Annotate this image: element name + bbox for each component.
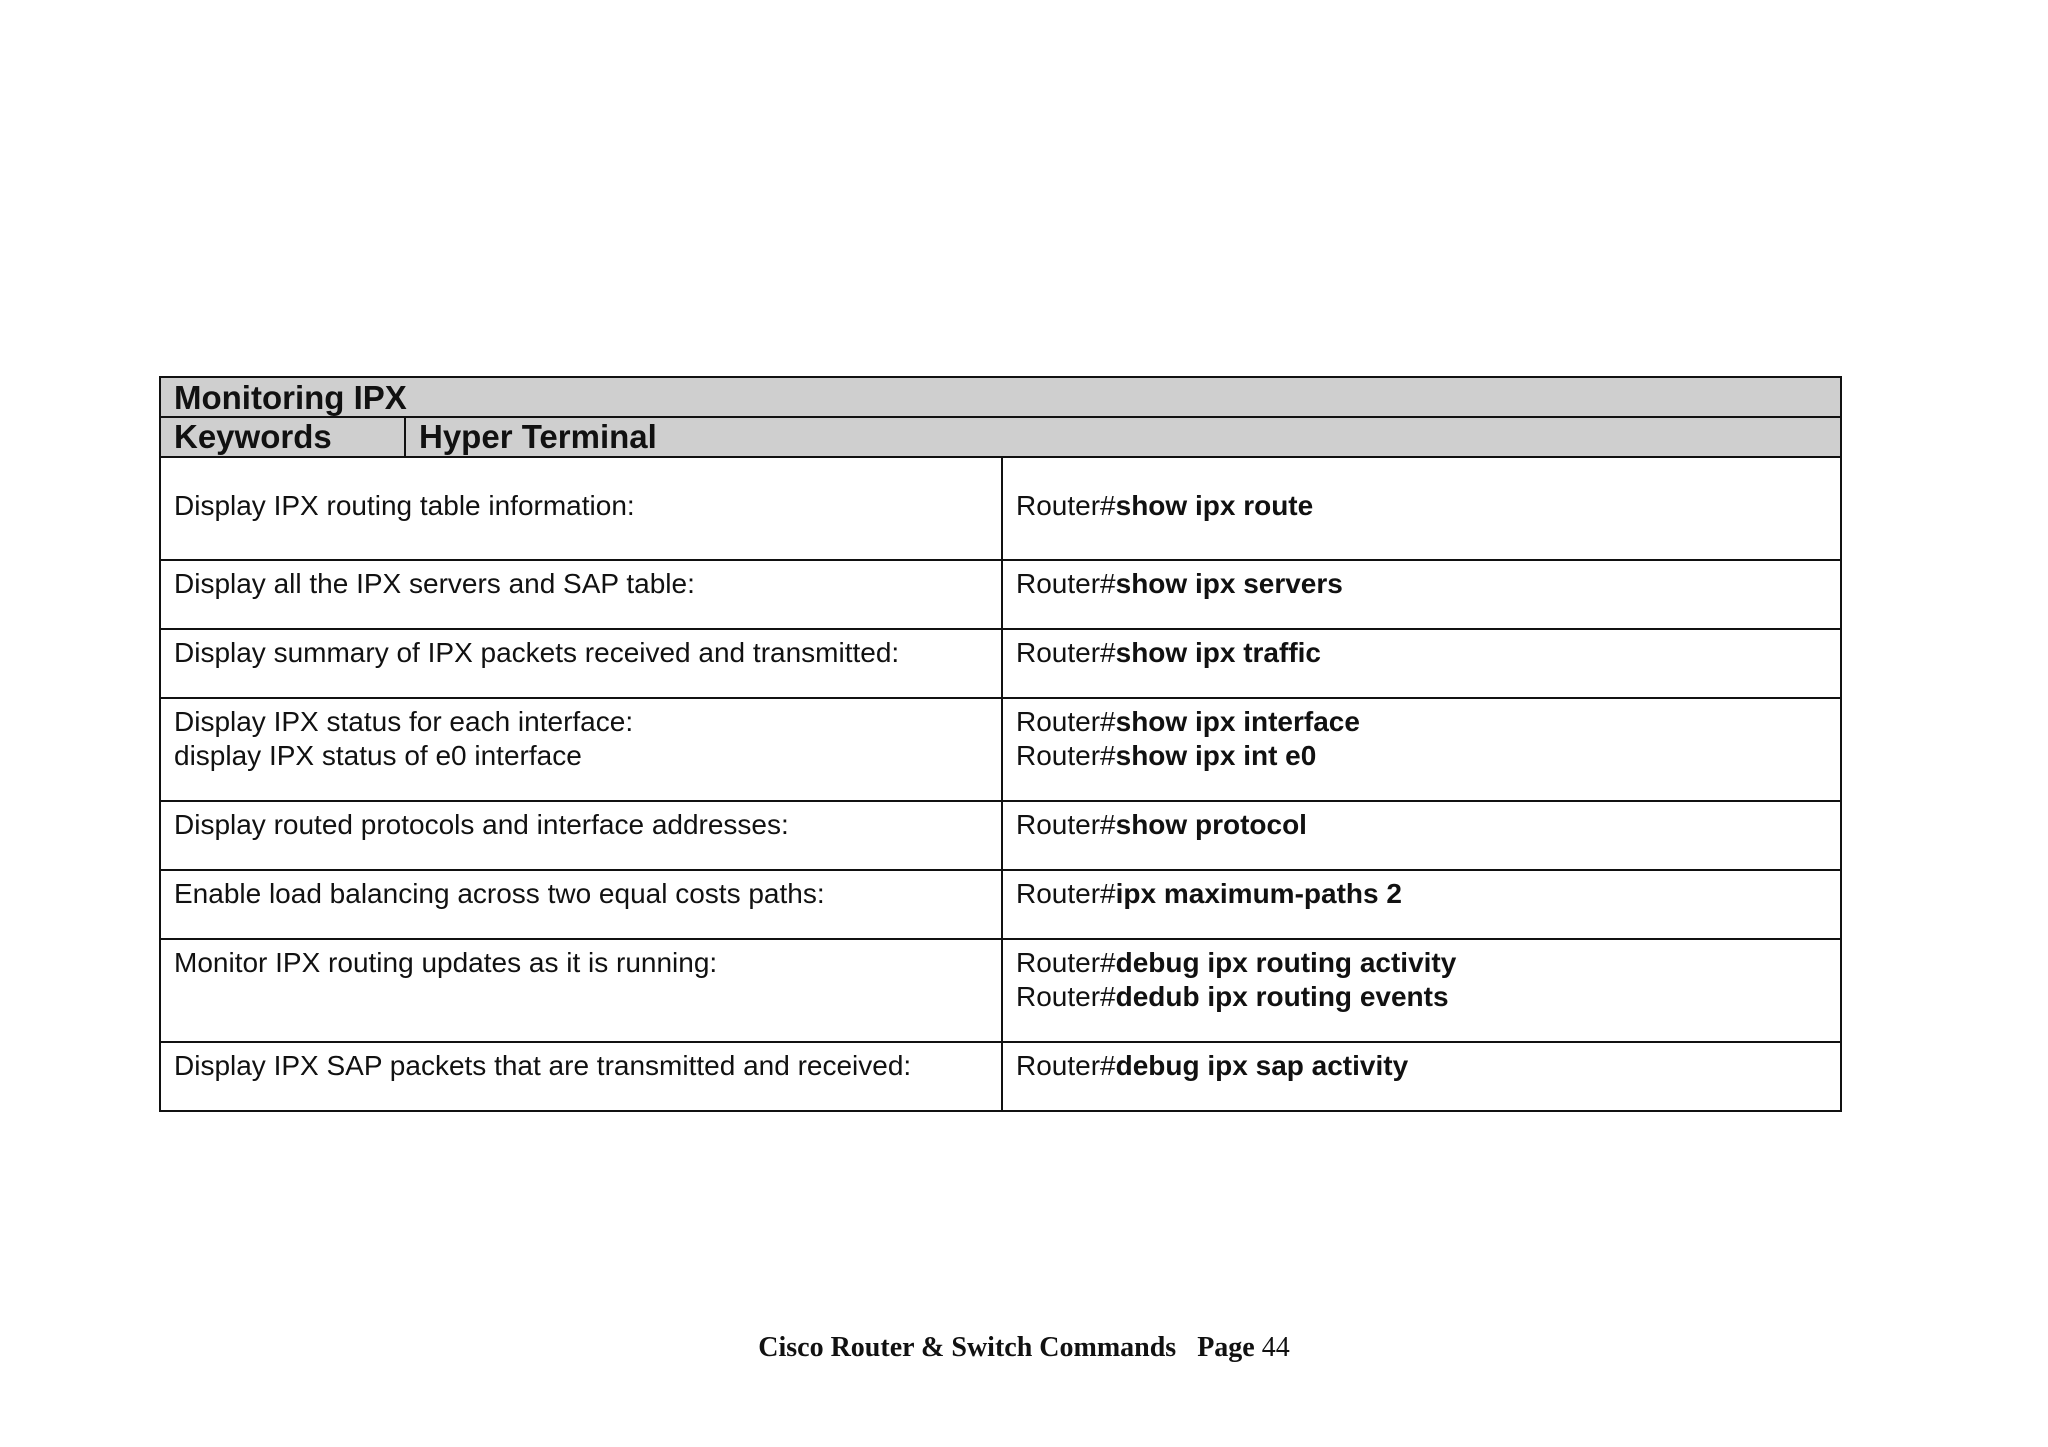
row-description	[161, 871, 1003, 938]
monitoring-ipx-table	[159, 376, 1842, 1112]
description-line: Enable load balancing across two equal costs paths:	[174, 878, 825, 909]
command-line	[1016, 877, 1827, 911]
row-description	[161, 802, 1003, 869]
command-line	[1016, 739, 1827, 773]
command-text: show ipx route	[1115, 490, 1314, 521]
description-line: Display IPX SAP packets that are transmitted and received:	[174, 1050, 912, 1081]
row-description	[161, 458, 1003, 559]
row-command	[1003, 940, 1840, 1041]
table-row	[161, 940, 1840, 1043]
command-text: show protocol	[1115, 809, 1307, 840]
description-line: Display all the IPX servers and SAP table:	[174, 568, 695, 599]
command-text: show ipx int e0	[1115, 740, 1317, 771]
row-command	[1003, 1043, 1840, 1110]
command-prompt: Router#	[1016, 1050, 1116, 1081]
row-command	[1003, 871, 1840, 938]
row-command	[1003, 630, 1840, 697]
row-command	[1003, 458, 1840, 559]
command-text: show ipx servers	[1115, 568, 1343, 599]
command-prompt: Router#	[1016, 878, 1116, 909]
column-header-hyper-terminal: Hyper Terminal	[419, 418, 657, 455]
command-line	[1016, 1049, 1827, 1083]
row-description	[161, 1043, 1003, 1110]
table-row	[161, 1043, 1840, 1110]
command-prompt: Router#	[1016, 809, 1116, 840]
footer-book-title: Cisco Router & Switch Commands	[758, 1332, 1177, 1363]
command-line	[1016, 705, 1827, 739]
command-prompt: Router#	[1016, 490, 1116, 521]
command-text: debug ipx routing activity	[1115, 947, 1457, 978]
table-row	[161, 458, 1840, 561]
table-row	[161, 871, 1840, 940]
command-text: dedub ipx routing events	[1115, 981, 1449, 1012]
table-title: Monitoring IPX	[161, 378, 1840, 418]
footer-page-number: 44	[1261, 1332, 1290, 1363]
table-row	[161, 802, 1840, 871]
description-line: Display routed protocols and interface addresses:	[174, 809, 789, 840]
command-prompt: Router#	[1016, 706, 1116, 737]
table-row	[161, 561, 1840, 630]
row-description	[161, 940, 1003, 1041]
command-line	[1016, 489, 1827, 523]
page-footer	[0, 1332, 2048, 1364]
footer-page-label: Page	[1197, 1332, 1255, 1363]
command-line	[1016, 980, 1827, 1014]
description-line: Display summary of IPX packets received and transmitted:	[174, 637, 900, 668]
row-command	[1003, 802, 1840, 869]
command-line	[1016, 567, 1827, 601]
row-description	[161, 561, 1003, 628]
command-prompt: Router#	[1016, 981, 1116, 1012]
row-command	[1003, 561, 1840, 628]
description-line: Display IPX status for each interface:	[174, 706, 634, 737]
command-prompt: Router#	[1016, 637, 1116, 668]
row-description	[161, 630, 1003, 697]
command-prompt: Router#	[1016, 740, 1116, 771]
description-line: display IPX status of e0 interface	[174, 740, 582, 771]
command-prompt: Router#	[1016, 947, 1116, 978]
row-description	[161, 699, 1003, 800]
command-text: ipx maximum-paths 2	[1115, 878, 1402, 909]
table-row	[161, 630, 1840, 699]
command-text: show ipx traffic	[1115, 637, 1321, 668]
column-header-keywords: Keywords	[161, 418, 406, 456]
command-line	[1016, 808, 1827, 842]
table-row	[161, 699, 1840, 802]
command-text: debug ipx sap activity	[1115, 1050, 1409, 1081]
description-line: Display IPX routing table information:	[174, 490, 635, 521]
table-header-row	[161, 418, 1840, 458]
command-prompt: Router#	[1016, 568, 1116, 599]
description-line: Monitor IPX routing updates as it is running:	[174, 947, 718, 978]
command-text: show ipx interface	[1115, 706, 1360, 737]
command-line	[1016, 636, 1827, 670]
command-line	[1016, 946, 1827, 980]
row-command	[1003, 699, 1840, 800]
